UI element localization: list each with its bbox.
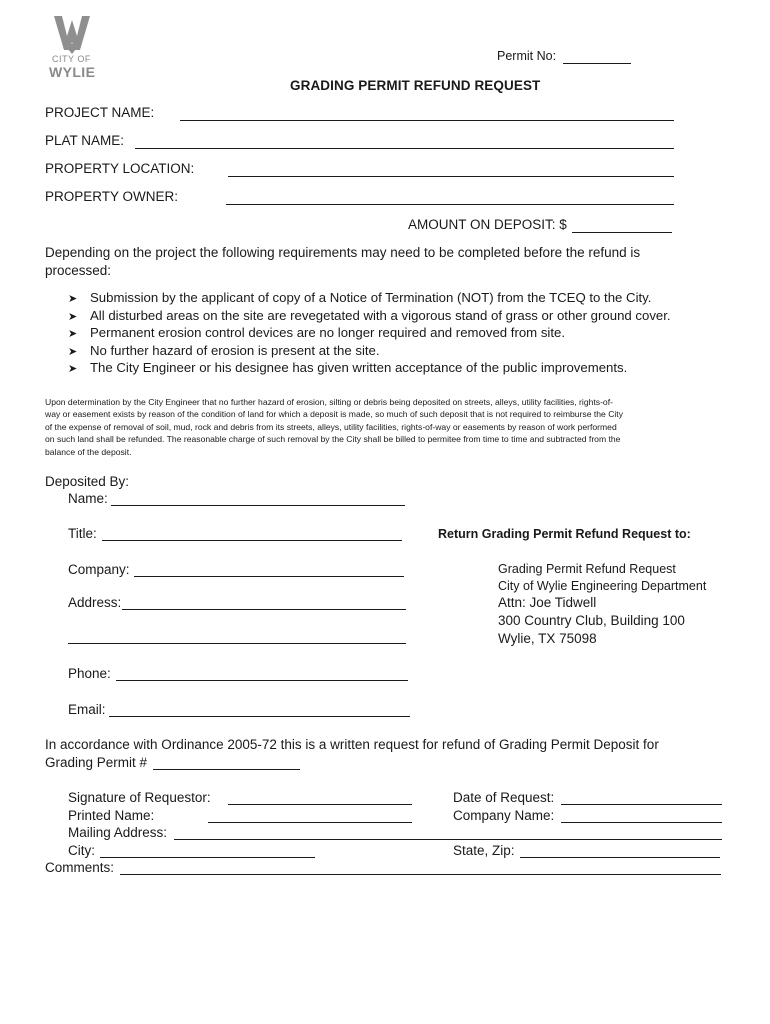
determination-line: way or easement exists by reason of the condition of land for which a deposit is made, so much of such deposit that is not required to reimburse the City (45, 409, 623, 420)
return-to-line2: City of Wylie Engineering Department (498, 579, 707, 593)
ordinance-line1: In accordance with Ordinance 2005-72 this is a written request for refund of Grading Permit Deposit for (45, 737, 659, 752)
requirements-intro-line2: processed: (45, 263, 112, 278)
project-name-field[interactable] (180, 120, 674, 121)
return-to-line4: 300 Country Club, Building 100 (498, 613, 685, 628)
arrow-bullet-icon: ➤ (68, 363, 78, 376)
title-field[interactable] (102, 540, 402, 541)
address-line2-field[interactable] (68, 643, 406, 644)
permit-no-label: Permit No: (497, 49, 557, 63)
amount-on-deposit-label: AMOUNT ON DEPOSIT: $ (408, 217, 567, 232)
list-item (68, 324, 671, 342)
company-name-label: Company Name: (453, 808, 555, 823)
requirements-intro-line1: Depending on the project the following requirements may need to be completed before the refund is (45, 245, 641, 260)
ordinance-line2: Grading Permit # (45, 755, 148, 770)
requirement-text: All disturbed areas on the site are revegetated with a vigorous stand of grass or other ground cover. (90, 307, 671, 323)
date-of-request-label: Date of Request: (453, 790, 555, 805)
address-field[interactable] (122, 609, 406, 610)
phone-label: Phone: (68, 666, 111, 681)
page-title: GRADING PERMIT REFUND REQUEST (290, 78, 541, 93)
state-zip-field[interactable] (520, 857, 720, 858)
arrow-bullet-icon: ➤ (68, 293, 78, 305)
email-label: Email: (68, 702, 106, 717)
determination-line: of the expense of removal of soil, mud, rock and debris from its streets, alleys, utility facilities, rights-of-way or easements by reason of work performed (45, 421, 617, 432)
project-name-label: PROJECT NAME: (45, 105, 155, 120)
city-label: City: (68, 843, 95, 858)
name-field[interactable] (111, 505, 405, 506)
arrow-bullet-icon: ➤ (68, 328, 78, 341)
logo-wylie-text: WYLIE (49, 64, 96, 80)
property-owner-label: PROPERTY OWNER: (45, 189, 179, 204)
company-field[interactable] (134, 576, 404, 577)
mailing-address-field[interactable] (174, 839, 722, 840)
city-field[interactable] (100, 857, 315, 858)
return-to-heading: Return Grading Permit Refund Request to: (438, 527, 691, 541)
list-item (68, 359, 671, 377)
mailing-address-label: Mailing Address: (68, 825, 168, 840)
determination-line: on such land shall be refunded. The reasonable charge of such removal by the City shall be billed to permitee from time to time and subtracted from the (45, 434, 621, 445)
printed-name-field[interactable] (208, 822, 412, 823)
determination-paragraph (45, 396, 725, 458)
email-field[interactable] (109, 716, 410, 717)
requirement-text: Submission by the applicant of copy of a Notice of Termination (NOT) from the TCEQ to the City. (90, 290, 652, 305)
property-location-field[interactable] (228, 176, 674, 177)
property-owner-field[interactable] (226, 204, 674, 205)
comments-field[interactable] (120, 874, 721, 875)
requirement-text: Permanent erosion control devices are no longer required and removed from site. (90, 325, 566, 341)
plat-name-label: PLAT NAME: (45, 133, 125, 148)
city-of-wylie-logo (46, 14, 102, 84)
grading-permit-number-field[interactable] (153, 769, 300, 770)
property-location-label: PROPERTY LOCATION: (45, 161, 195, 176)
requirement-text: No further hazard of erosion is present at the site. (90, 342, 380, 358)
date-of-request-field[interactable] (561, 804, 722, 805)
list-item (68, 342, 671, 360)
list-item (68, 289, 671, 307)
name-label: Name: (68, 491, 108, 506)
determination-line: Upon determination by the City Engineer that no further hazard of erosion, silting or debris being deposited on streets, alleys, utility facilities, rights-of- (45, 397, 613, 407)
comments-label: Comments: (45, 860, 115, 875)
company-name-field[interactable] (561, 822, 722, 823)
permit-no-field[interactable] (563, 63, 631, 64)
plat-name-field[interactable] (135, 148, 674, 149)
return-to-line1: Grading Permit Refund Request (498, 562, 676, 576)
requirement-text: The City Engineer or his designee has given written acceptance of the public improvements. (90, 360, 628, 376)
determination-line: balance of the deposit. (45, 446, 132, 457)
list-item (68, 307, 671, 325)
requirements-list (68, 289, 671, 377)
phone-field[interactable] (116, 680, 408, 681)
logo-city-of-text: CITY OF (52, 54, 91, 64)
address-label: Address: (68, 595, 122, 610)
printed-name-label: Printed Name: (68, 808, 155, 823)
signature-label: Signature of Requestor: (68, 790, 211, 805)
signature-field[interactable] (228, 804, 412, 805)
amount-on-deposit-field[interactable] (572, 232, 672, 233)
arrow-bullet-icon: ➤ (68, 345, 78, 358)
return-to-line5: Wylie, TX 75098 (498, 631, 597, 646)
wylie-w-icon (52, 14, 92, 54)
state-zip-label: State, Zip: (453, 843, 515, 858)
title-label: Title: (68, 526, 97, 541)
return-to-line3: Attn: Joe Tidwell (498, 595, 597, 610)
deposited-by-heading: Deposited By: (45, 474, 130, 489)
company-label: Company: (68, 562, 130, 577)
arrow-bullet-icon: ➤ (68, 310, 78, 323)
